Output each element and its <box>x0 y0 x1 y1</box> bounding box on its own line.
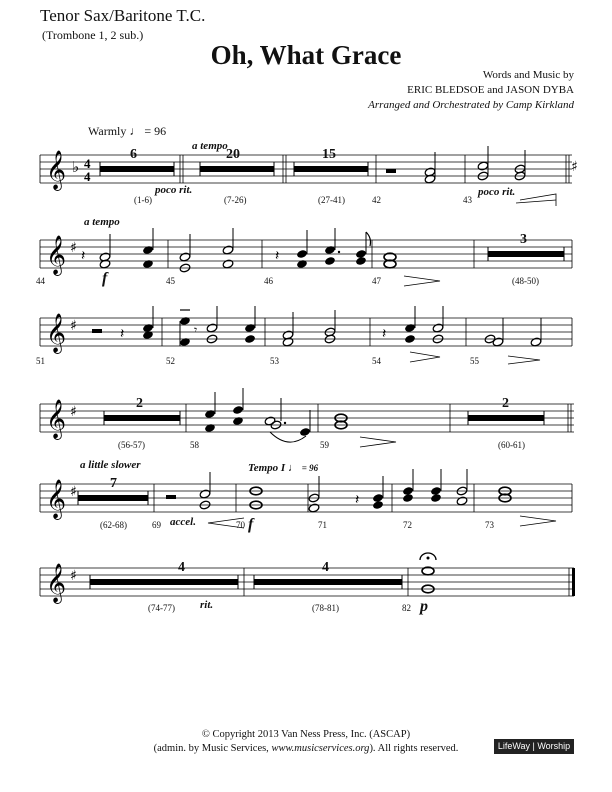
treble-clef-icon: 𝄞 <box>46 479 67 519</box>
instrument-name: Tenor Sax/Baritone T.C. <box>40 6 206 25</box>
a-tempo-marking: a tempo <box>192 140 228 152</box>
sharp-key-icon: ♯ <box>70 318 77 334</box>
tempo-marking-warmly: Warmly ♩ = 96 <box>88 124 167 138</box>
quarter-rest-icon: 𝄽 <box>382 326 387 342</box>
song-title: Oh, What Grace <box>210 40 402 70</box>
sharp-key-icon: ♯ <box>70 568 77 584</box>
sharp-key-icon: ♯ <box>571 159 578 175</box>
treble-clef-icon: 𝄞 <box>46 313 67 353</box>
instrument-note: (Trombone 1, 2 sub.) <box>42 28 144 42</box>
svg-text:4: 4 <box>84 169 91 184</box>
credit-composers: ERIC BLEDSOE and JASON DYBA <box>407 84 574 96</box>
a-tempo-marking: a tempo <box>84 216 120 228</box>
treble-clef-icon: 𝄞 <box>46 235 67 275</box>
forte-dynamic: f <box>248 516 254 533</box>
quarter-rest-icon: 𝄽 <box>275 248 280 264</box>
sharp-key-icon: ♯ <box>70 240 77 256</box>
music-services-url: www.musicservices.org <box>271 743 370 754</box>
credit-arranger: Arranged and Orchestrated by Camp Kirkland <box>368 99 574 111</box>
quarter-rest-icon: 𝄽 <box>120 326 125 342</box>
svg-text:4: 4 <box>84 156 91 171</box>
quarter-note-icon: ♩ <box>287 462 299 474</box>
credit-words-music: Words and Music by <box>482 69 574 81</box>
sharp-key-icon: ♯ <box>70 484 77 500</box>
poco-rit-marking: poco rit. <box>155 184 193 196</box>
treble-clef-icon: 𝄞 <box>46 563 67 603</box>
a-little-slower-marking: a little slower <box>80 459 141 471</box>
poco-rit-marking: poco rit. <box>478 186 516 198</box>
lifeway-worship-logo: LifeWay | Worship <box>494 739 574 754</box>
forte-dynamic: f <box>102 270 108 287</box>
multi-rest-bar <box>254 579 402 585</box>
multi-rest-bar <box>90 579 238 585</box>
quarter-rest-icon: 𝄽 <box>81 248 86 264</box>
quarter-note-icon: ♩ <box>129 124 142 138</box>
copyright-line: © Copyright 2013 Van Ness Press, Inc. (ASCAP) <box>201 729 411 740</box>
piano-dynamic: p <box>420 598 428 615</box>
sharp-key-icon: ♯ <box>70 404 77 420</box>
accel-marking: accel. <box>170 516 196 528</box>
admin-line: (admin. by Music Services, www.musicservices.org). All rights reserved. <box>153 743 459 754</box>
quarter-rest-icon: 𝄽 <box>355 492 360 508</box>
treble-clef-icon: 𝄞 <box>46 399 67 439</box>
score-page: Tenor Sax/Baritone T.C. (Trombone 1, 2 sub.) Oh, What Grace Words and Music by ERIC BLEDSOE and JASON DYBA Arranged and Orchestrated by Camp Kirkland Warmly ♩ = 96 𝄞 ♭ 4 4 ♯ 6 20 15 a tempo poco rit. poco rit. (1-6) (7-26) (27-41) 42 43 𝄞 ♯ 𝄽 𝄽 a tempo f 3 44 45 46 47 (48-50) 𝄞 ♯ 𝄽 𝄾 𝄽 51 52 53 54 55 𝄞 ♯ 2 2 (56-57) 58 59 (60-61) 𝄞 ♯ 𝄽 a little slower Tempo I ♩ = 96 7 accel. f (62-68) 69 70 71 72 73 𝄞 ♯ 4 4 (74-77) rit. (78-81) 82 p © Copyright 2013 Van Ness Press, Inc. (ASCAP) (admin. by Music Services, www.musicservices.org). All rights reserved. LifeWay | Worship <box>0 0 612 792</box>
final-barline <box>572 568 575 596</box>
eighth-rest-icon: 𝄾 <box>194 323 198 337</box>
flat-key-icon: ♭ <box>72 158 80 176</box>
tempo-i-marking: Tempo I ♩ = 96 <box>248 462 319 474</box>
rit-marking: rit. <box>200 599 214 611</box>
treble-clef-icon: 𝄞 <box>46 150 67 190</box>
